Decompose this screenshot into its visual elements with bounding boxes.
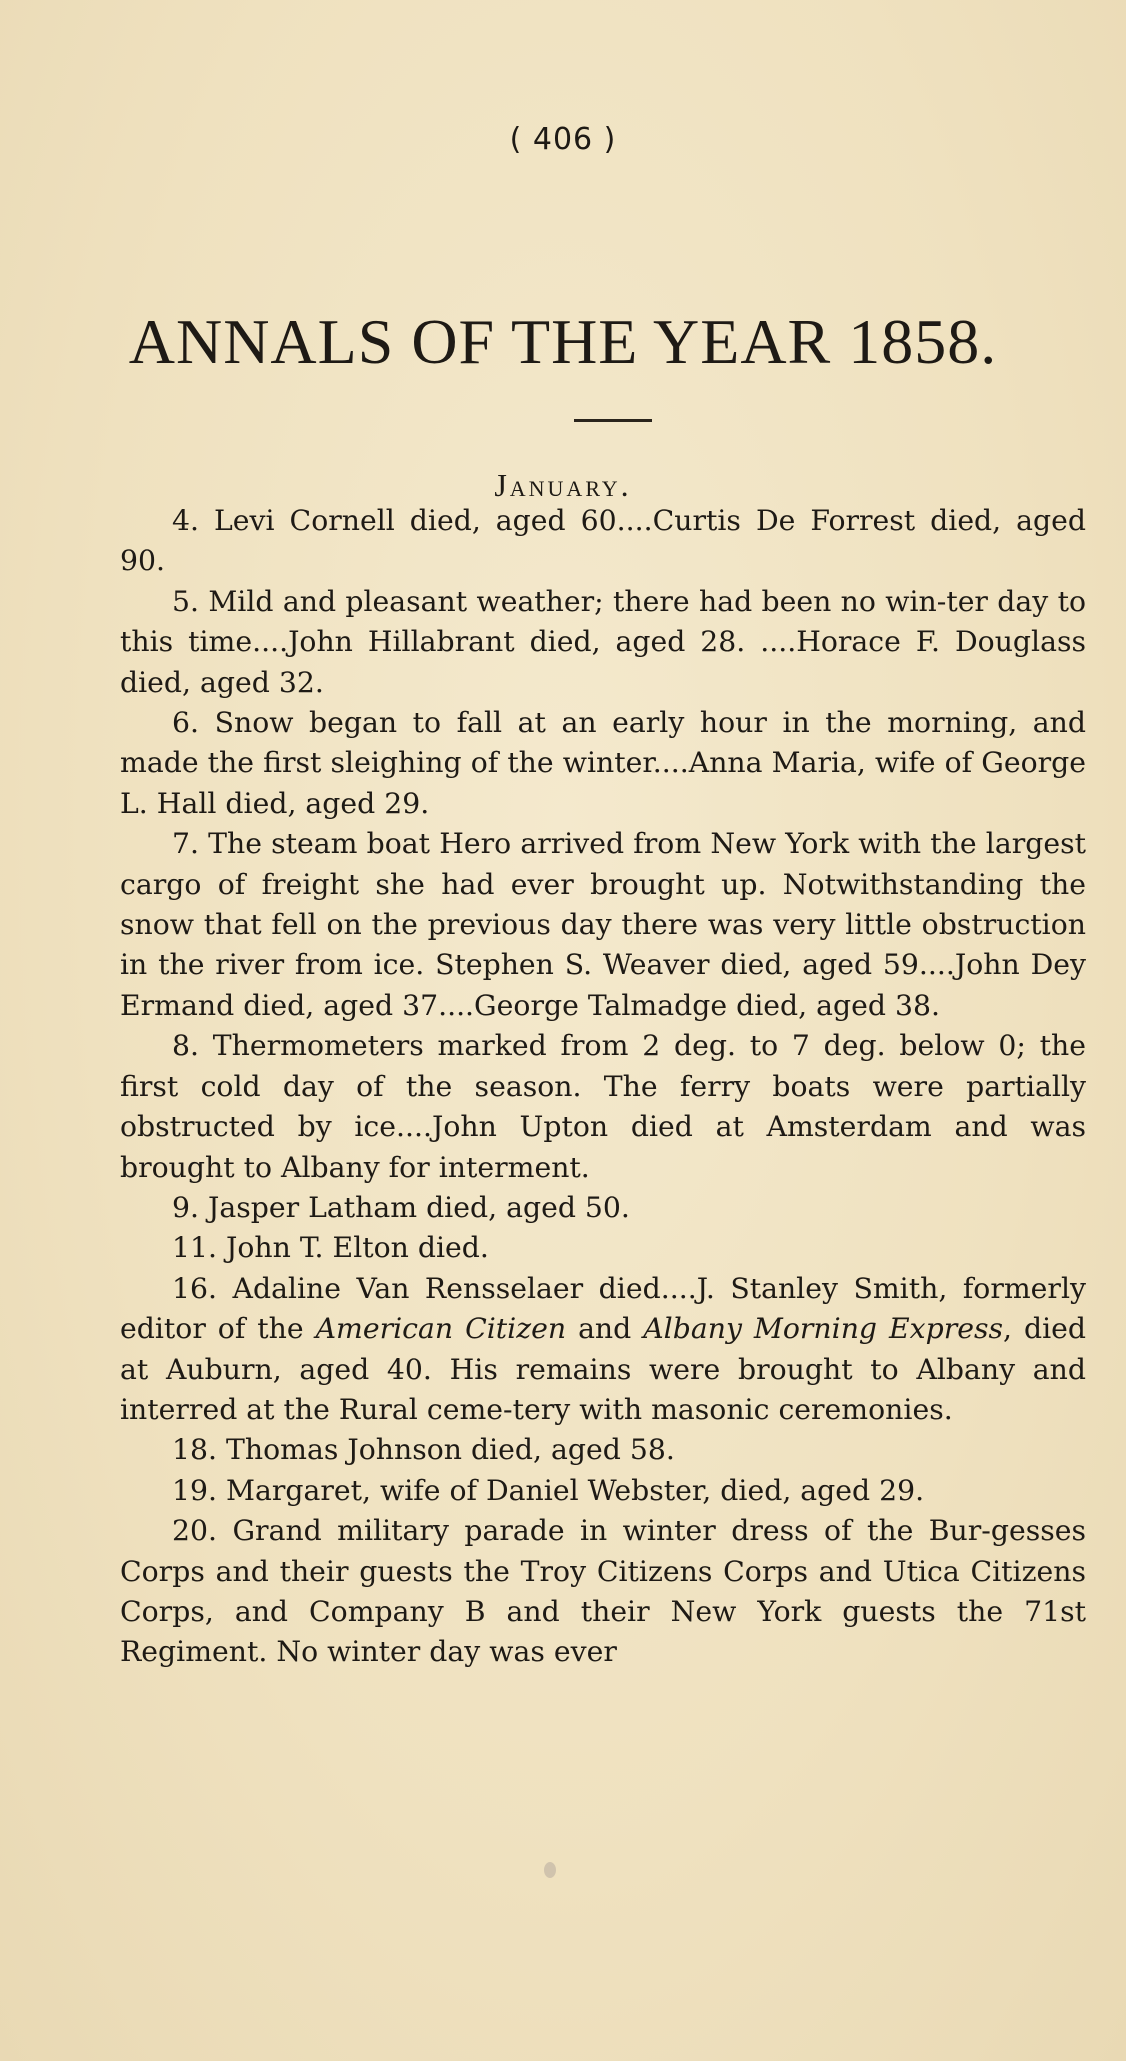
entry-text: Thomas Johnson died, aged 58. (226, 1433, 675, 1467)
entry-day: 4. (172, 504, 199, 537)
entry-text: Jasper Latham died, aged 50. (208, 1190, 630, 1224)
ink-smudge (544, 1862, 556, 1878)
entry-text: John T. Elton died. (226, 1231, 489, 1265)
entry-text: Margaret, wife of Daniel Webster, died, aged 29. (226, 1473, 925, 1507)
entry-jan-4 (120, 501, 1086, 582)
entry-jan-20 (120, 1511, 1086, 1673)
entry-day: 5. (172, 584, 199, 618)
page-title: ANNALS OF THE YEAR 1858. (128, 306, 998, 377)
entry-text: Levi Cornell died, aged 60....Curtis De Forrest died, aged 90. (120, 504, 1086, 578)
entry-day: 16. (172, 1271, 218, 1305)
entry-jan-5 (120, 582, 1086, 703)
entry-day: 19. (172, 1473, 218, 1507)
newspaper-title: Albany Morning Express (643, 1312, 1004, 1346)
entry-jan-6 (120, 703, 1086, 824)
entry-jan-7 (120, 824, 1086, 1026)
entry-text: Mild and pleasant weather; there had been no win-ter day to this time....John Hillabrant died, aged 28. ....Horace F. Douglass died, aged 32. (120, 584, 1086, 699)
entry-text: and (578, 1312, 632, 1346)
month-heading: January. (494, 467, 632, 503)
entry-text: Adaline Van Rensselaer died....J. Stanley Smith, formerly editor of the (120, 1271, 1086, 1346)
entry-day: 7. (172, 827, 199, 861)
entry-text: The steam boat Hero arrived from New York with the largest cargo of freight she had ever brought up. Notwithstanding the snow that fell on the previous day there was very little obstruction in the river from ice. Stephen S. Weaver died, aged 59....John Dey Ermand died, aged 37....George Talmadge died, aged 38. (120, 827, 1086, 1022)
title-rule (574, 419, 652, 422)
entry-text: Thermometers marked from 2 deg. to 7 deg. below 0; the first cold day of the season. The ferry boats were partially obstructed by ice....John Upton died at Amsterdam and was brought to Albany for interment. (120, 1029, 1086, 1184)
entry-day: 20. (172, 1514, 218, 1548)
entry-jan-18 (120, 1430, 1086, 1470)
entry-text: , died at Auburn, aged 40. His remains were brought to Albany and interred at the Rural ceme-tery with masonic ceremonies. (120, 1312, 1087, 1426)
entry-jan-19 (120, 1471, 1086, 1511)
entry-jan-8 (120, 1026, 1086, 1188)
entry-jan-16 (120, 1269, 1086, 1431)
page-number: ( 406 ) (509, 122, 617, 157)
entry-jan-11 (120, 1228, 1086, 1268)
entry-text: Snow began to fall at an early hour in the morning, and made the first sleighing of the winter....Anna Maria, wife of George L. Hall died, aged 29. (120, 706, 1086, 820)
entry-day: 8. (172, 1029, 199, 1063)
entry-day: 11. (172, 1231, 218, 1265)
entry-day: 6. (172, 706, 199, 740)
entry-text: Grand military parade in winter dress of the Bur-gesses Corps and their guests the Troy Citizens Corps and Utica Citizens Corps, and Company B and their New York guests the 71st Regiment. No winter day was ever (120, 1514, 1087, 1669)
entry-day: 9. (172, 1190, 199, 1224)
newspaper-title: American Citizen (315, 1312, 567, 1346)
entry-list (120, 501, 1086, 1673)
entry-day: 18. (172, 1433, 218, 1467)
entry-jan-9 (120, 1188, 1086, 1228)
